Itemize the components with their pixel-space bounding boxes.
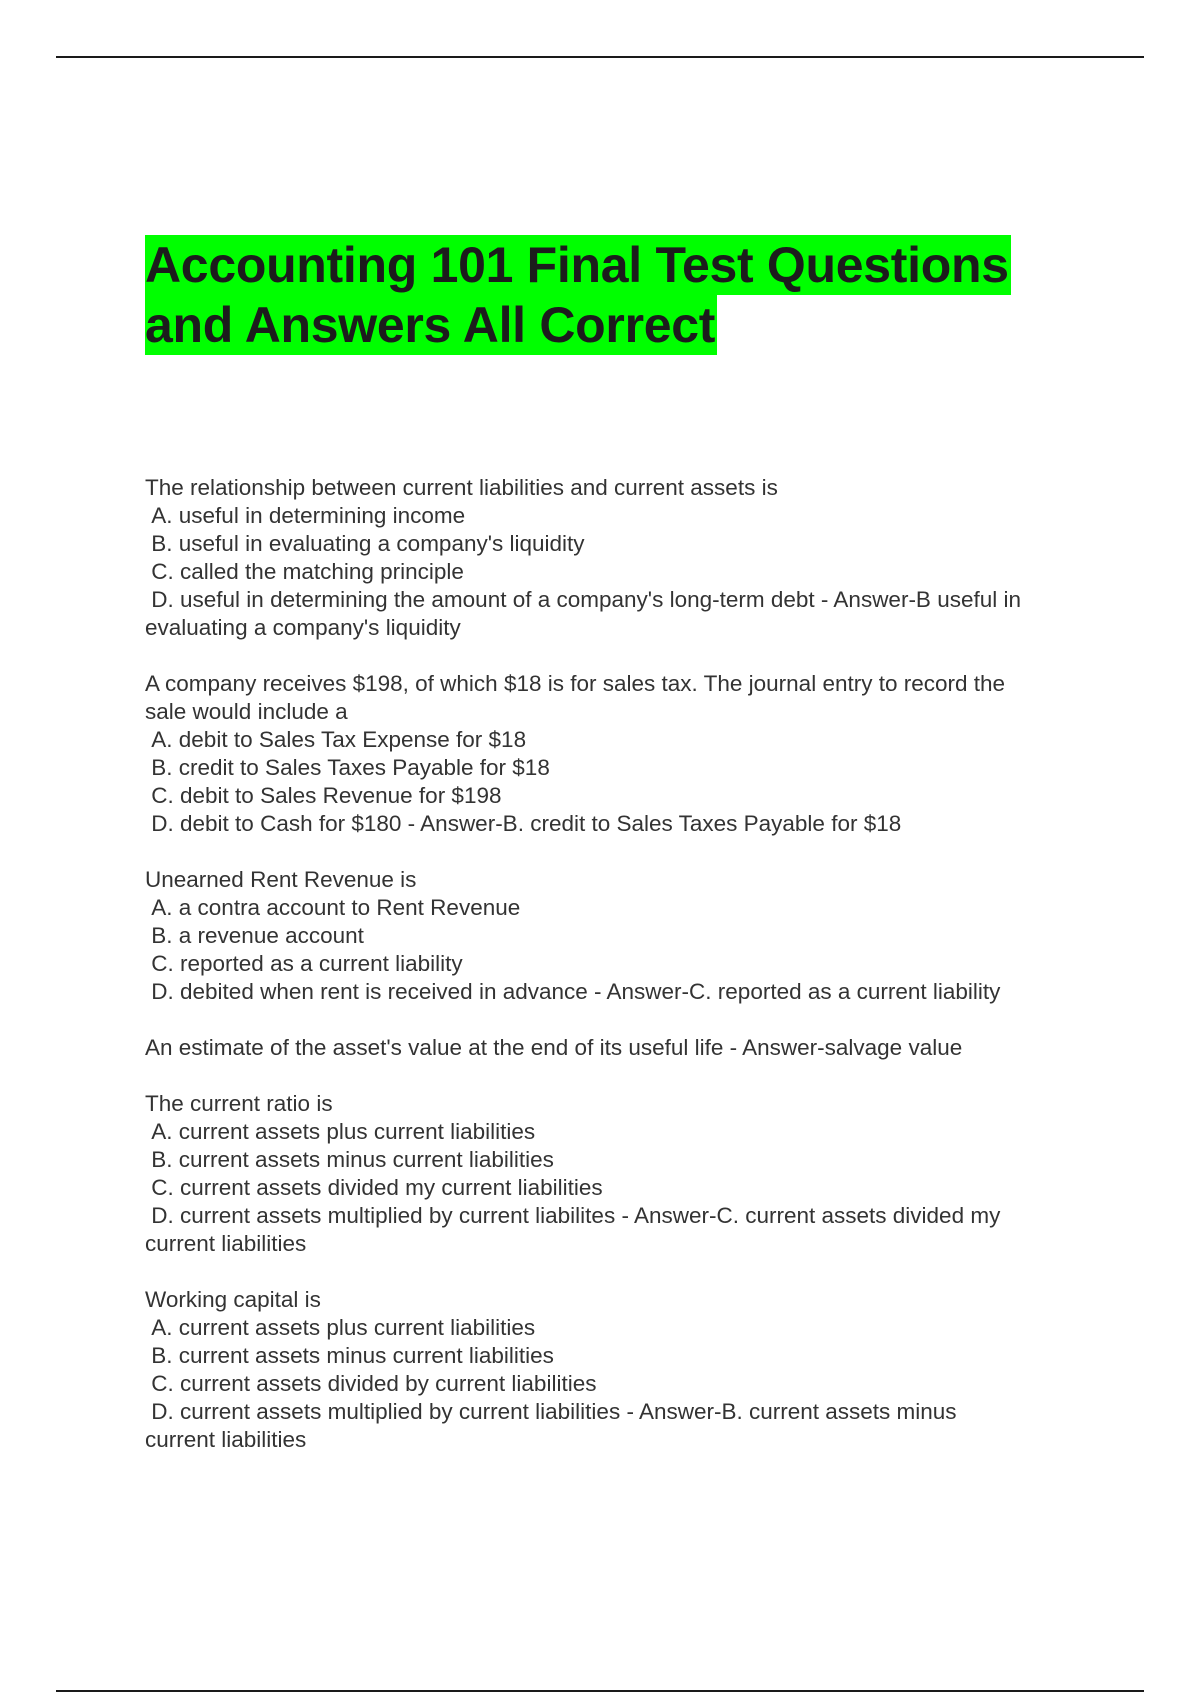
- answer-option: B. current assets minus current liabilities: [145, 1147, 554, 1172]
- answer-option: B. useful in evaluating a company's liquidity: [145, 531, 585, 556]
- answer-option: D. debited when rent is received in advance - Answer-C. reported as a current liability: [145, 979, 1001, 1004]
- answer-option: C. debit to Sales Revenue for $198: [145, 783, 502, 808]
- answer-option: C. reported as a current liability: [145, 951, 463, 976]
- question-text: The relationship between current liabilities and current assets is: [145, 475, 778, 500]
- answer-option: A. current assets plus current liabilities: [145, 1119, 536, 1144]
- answer-option: A. current assets plus current liabilities: [145, 1315, 536, 1340]
- answer-option: C. current assets divided by current liabilities: [145, 1371, 597, 1396]
- question-text: sale would include a: [145, 699, 348, 724]
- answer-option: D. debit to Cash for $180 - Answer-B. credit to Sales Taxes Payable for $18: [145, 811, 902, 836]
- answer-option: D. useful in determining the amount of a company's long-term debt - Answer-B useful in: [145, 587, 1021, 612]
- answer-continuation: current liabilities: [145, 1231, 307, 1256]
- title-line-2: and Answers All Correct: [145, 297, 716, 353]
- question-block: [145, 866, 1095, 1006]
- question-block: [145, 1034, 1095, 1062]
- answer-continuation: current liabilities: [145, 1427, 307, 1452]
- document-title: [145, 235, 1085, 355]
- answer-option: C. current assets divided my current liabilities: [145, 1175, 603, 1200]
- answer-option: C. called the matching principle: [145, 559, 464, 584]
- answer-option: A. useful in determining income: [145, 503, 466, 528]
- answer-continuation: evaluating a company's liquidity: [145, 615, 461, 640]
- question-block: [145, 1286, 1095, 1454]
- footer-rule: [56, 1690, 1144, 1692]
- question-text: The current ratio is: [145, 1091, 333, 1116]
- question-block: [145, 1090, 1095, 1258]
- answer-option: B. a revenue account: [145, 923, 364, 948]
- title-line-1: Accounting 101 Final Test Questions: [145, 237, 1009, 293]
- answer-option: A. a contra account to Rent Revenue: [145, 895, 521, 920]
- answer-option: B. current assets minus current liabilities: [145, 1343, 554, 1368]
- answer-option: B. credit to Sales Taxes Payable for $18: [145, 755, 550, 780]
- answer-option: D. current assets multiplied by current liabilites - Answer-C. current assets divided my: [145, 1203, 1001, 1228]
- question-text: An estimate of the asset's value at the end of its useful life - Answer-salvage value: [145, 1035, 963, 1060]
- header-rule: [56, 56, 1144, 58]
- answer-option: A. debit to Sales Tax Expense for $18: [145, 727, 527, 752]
- question-text: Working capital is: [145, 1287, 321, 1312]
- answer-option: D. current assets multiplied by current liabilities - Answer-B. current assets minus: [145, 1399, 957, 1424]
- question-text: Unearned Rent Revenue is: [145, 867, 417, 892]
- question-text: A company receives $198, of which $18 is for sales tax. The journal entry to record the: [145, 671, 1006, 696]
- question-list: [145, 474, 1095, 1482]
- question-block: [145, 474, 1095, 642]
- question-block: [145, 670, 1095, 838]
